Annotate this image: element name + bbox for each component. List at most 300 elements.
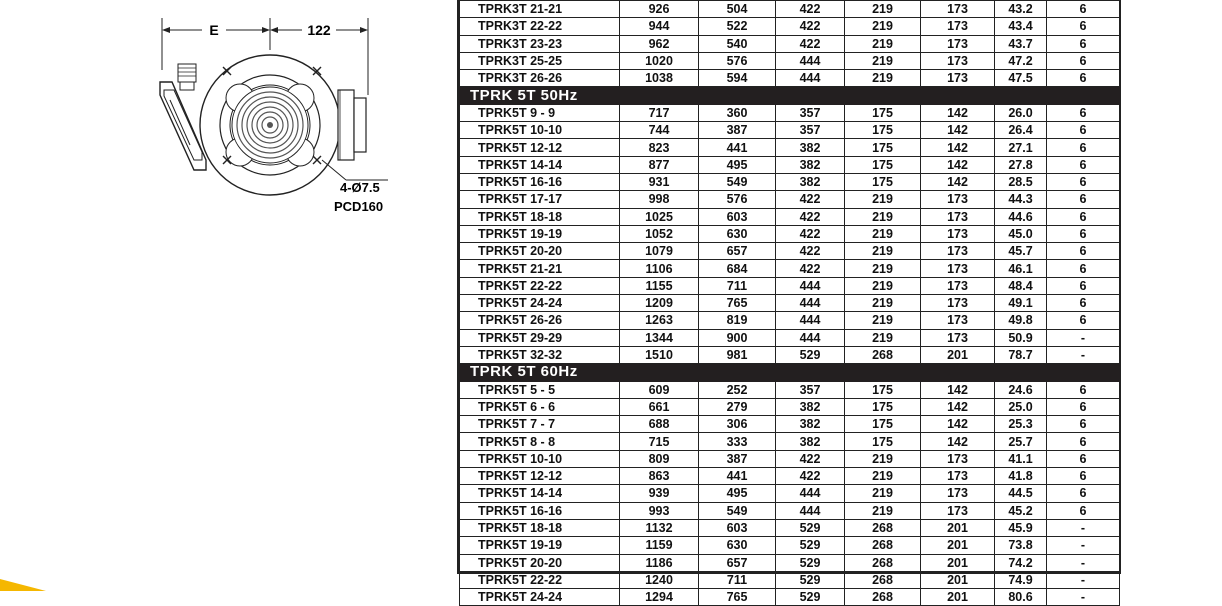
value-cell: 422 [776,243,845,260]
value-cell: 1344 [620,329,699,346]
value-cell: 219 [845,225,921,242]
value-cell: 73.8 [995,537,1047,554]
value-cell: 50.9 [995,329,1047,346]
value-cell: 444 [776,52,845,69]
value-cell: 44.5 [995,485,1047,502]
section-header-row [460,87,1120,104]
model-cell: TPRK5T 10-10 [460,122,620,139]
value-cell: 219 [845,70,921,87]
value-cell: 6 [1047,52,1120,69]
value-cell: 25.3 [995,416,1047,433]
value-cell: 268 [845,537,921,554]
value-cell: 47.2 [995,52,1047,69]
value-cell: 6 [1047,225,1120,242]
table-row [460,312,1120,329]
value-cell: 173 [921,70,995,87]
table-row [460,139,1120,156]
value-cell: 444 [776,277,845,294]
value-cell: 609 [620,381,699,398]
table-row [460,52,1120,69]
value-cell: 44.3 [995,191,1047,208]
value-cell: 219 [845,243,921,260]
section-title: TPRK 5T 50Hz [460,87,1120,104]
value-cell: 529 [776,554,845,571]
model-cell: TPRK5T 22-22 [460,277,620,294]
value-cell: 279 [699,398,776,415]
value-cell: 173 [921,312,995,329]
value-cell: 823 [620,139,699,156]
value-cell: 1155 [620,277,699,294]
value-cell: 441 [699,468,776,485]
model-cell: TPRK3T 21-21 [460,1,620,18]
model-cell: TPRK5T 20-20 [460,243,620,260]
value-cell: 175 [845,139,921,156]
value-cell: 175 [845,122,921,139]
value-cell: - [1047,519,1120,536]
value-cell: 175 [845,173,921,190]
table-row [460,243,1120,260]
dimension-122-label: 122 [307,22,331,38]
value-cell: 6 [1047,122,1120,139]
value-cell: 6 [1047,277,1120,294]
value-cell: 422 [776,1,845,18]
value-cell: 6 [1047,1,1120,18]
value-cell: 142 [921,104,995,121]
table-row [460,589,1120,606]
value-cell: 173 [921,35,995,52]
value-cell: 6 [1047,70,1120,87]
value-cell: 173 [921,208,995,225]
value-cell: 6 [1047,295,1120,312]
model-cell: TPRK5T 16-16 [460,173,620,190]
dimension-e-label: E [209,22,219,38]
table-row [460,416,1120,433]
value-cell: 306 [699,416,776,433]
pump-drawing-svg [150,10,410,220]
value-cell: 142 [921,122,995,139]
value-cell: 268 [845,346,921,363]
model-cell: TPRK5T 26-26 [460,312,620,329]
model-cell: TPRK5T 5 - 5 [460,381,620,398]
value-cell: 219 [845,312,921,329]
value-cell: 74.9 [995,571,1047,588]
value-cell: 357 [776,104,845,121]
table-row [460,104,1120,121]
value-cell: 422 [776,468,845,485]
value-cell: - [1047,346,1120,363]
value-cell: 529 [776,589,845,606]
value-cell: 6 [1047,485,1120,502]
value-cell: 268 [845,571,921,588]
value-cell: 382 [776,398,845,415]
value-cell: 711 [699,571,776,588]
value-cell: 175 [845,156,921,173]
value-cell: 44.6 [995,208,1047,225]
value-cell: 630 [699,537,776,554]
table-row [460,191,1120,208]
model-cell: TPRK5T 21-21 [460,260,620,277]
model-cell: TPRK5T 10-10 [460,450,620,467]
model-cell: TPRK5T 6 - 6 [460,398,620,415]
value-cell: 25.0 [995,398,1047,415]
table-row [460,398,1120,415]
value-cell: 48.4 [995,277,1047,294]
model-cell: TPRK3T 26-26 [460,70,620,87]
value-cell: 268 [845,554,921,571]
value-cell: 6 [1047,450,1120,467]
model-cell: TPRK5T 20-20 [460,554,620,571]
spec-table-grid [459,0,1120,606]
model-cell: TPRK5T 17-17 [460,191,620,208]
value-cell: 422 [776,35,845,52]
value-cell: 47.5 [995,70,1047,87]
value-cell: 142 [921,156,995,173]
value-cell: 27.8 [995,156,1047,173]
value-cell: 657 [699,554,776,571]
value-cell: 382 [776,416,845,433]
value-cell: 78.7 [995,346,1047,363]
table-row [460,450,1120,467]
value-cell: 422 [776,191,845,208]
value-cell: 688 [620,416,699,433]
value-cell: 142 [921,433,995,450]
value-cell: 382 [776,433,845,450]
model-cell: TPRK3T 25-25 [460,52,620,69]
value-cell: 173 [921,18,995,35]
value-cell: 1263 [620,312,699,329]
value-cell: 529 [776,346,845,363]
value-cell: 6 [1047,398,1120,415]
model-cell: TPRK5T 9 - 9 [460,104,620,121]
table-row [460,277,1120,294]
value-cell: 926 [620,1,699,18]
value-cell: - [1047,329,1120,346]
table-row [460,485,1120,502]
section-title: TPRK 5T 60Hz [460,364,1120,381]
value-cell: 173 [921,243,995,260]
value-cell: 201 [921,519,995,536]
value-cell: 1025 [620,208,699,225]
value-cell: 715 [620,433,699,450]
pcd-label: PCD160 [334,199,384,214]
value-cell: 630 [699,225,776,242]
value-cell: 41.1 [995,450,1047,467]
value-cell: 201 [921,346,995,363]
value-cell: 49.8 [995,312,1047,329]
value-cell: 387 [699,122,776,139]
value-cell: 900 [699,329,776,346]
table-row [460,295,1120,312]
value-cell: 175 [845,104,921,121]
value-cell: 46.1 [995,260,1047,277]
value-cell: 360 [699,104,776,121]
value-cell: 1106 [620,260,699,277]
value-cell: 576 [699,52,776,69]
value-cell: 142 [921,416,995,433]
value-cell: 201 [921,537,995,554]
value-cell: 173 [921,295,995,312]
table-row [460,156,1120,173]
value-cell: 1294 [620,589,699,606]
value-cell: 717 [620,104,699,121]
table-row [460,225,1120,242]
value-cell: 1510 [620,346,699,363]
value-cell: 45.2 [995,502,1047,519]
value-cell: 175 [845,416,921,433]
value-cell: 441 [699,139,776,156]
model-cell: TPRK5T 19-19 [460,225,620,242]
value-cell: 173 [921,1,995,18]
value-cell: 175 [845,398,921,415]
value-cell: 495 [699,156,776,173]
value-cell: 333 [699,433,776,450]
value-cell: 6 [1047,243,1120,260]
value-cell: 939 [620,485,699,502]
value-cell: 6 [1047,191,1120,208]
value-cell: 422 [776,18,845,35]
value-cell: 252 [699,381,776,398]
value-cell: 6 [1047,173,1120,190]
value-cell: 998 [620,191,699,208]
model-cell: TPRK3T 23-23 [460,35,620,52]
value-cell: 24.6 [995,381,1047,398]
model-cell: TPRK5T 24-24 [460,589,620,606]
value-cell: 219 [845,260,921,277]
value-cell: 863 [620,468,699,485]
value-cell: 6 [1047,416,1120,433]
table-row [460,519,1120,536]
value-cell: 657 [699,243,776,260]
value-cell: 142 [921,381,995,398]
value-cell: 142 [921,139,995,156]
table-row [460,18,1120,35]
value-cell: 6 [1047,35,1120,52]
value-cell: 1052 [620,225,699,242]
table-row [460,346,1120,363]
value-cell: 175 [845,381,921,398]
value-cell: 201 [921,589,995,606]
value-cell: 45.0 [995,225,1047,242]
model-cell: TPRK5T 14-14 [460,485,620,502]
value-cell: 382 [776,139,845,156]
value-cell: 711 [699,277,776,294]
value-cell: 357 [776,381,845,398]
value-cell: 201 [921,571,995,588]
value-cell: 49.1 [995,295,1047,312]
value-cell: 43.4 [995,18,1047,35]
value-cell: 684 [699,260,776,277]
value-cell: 522 [699,18,776,35]
value-cell: 173 [921,502,995,519]
table-row [460,329,1120,346]
value-cell: 45.7 [995,243,1047,260]
table-row [460,1,1120,18]
model-cell: TPRK5T 12-12 [460,139,620,156]
value-cell: 444 [776,312,845,329]
value-cell: 219 [845,35,921,52]
value-cell: 6 [1047,502,1120,519]
model-cell: TPRK5T 29-29 [460,329,620,346]
value-cell: 173 [921,450,995,467]
value-cell: 41.8 [995,468,1047,485]
value-cell: 173 [921,52,995,69]
value-cell: 219 [845,468,921,485]
value-cell: 576 [699,191,776,208]
value-cell: - [1047,537,1120,554]
value-cell: 6 [1047,468,1120,485]
value-cell: 219 [845,208,921,225]
table-row [460,433,1120,450]
value-cell: 594 [699,70,776,87]
value-cell: 944 [620,18,699,35]
table-row [460,554,1120,571]
model-cell: TPRK5T 8 - 8 [460,433,620,450]
table-row [460,571,1120,588]
value-cell: 219 [845,1,921,18]
value-cell: 142 [921,173,995,190]
model-cell: TPRK5T 16-16 [460,502,620,519]
value-cell: 765 [699,589,776,606]
table-row [460,260,1120,277]
pump-spec-table [457,0,1121,605]
value-cell: 1186 [620,554,699,571]
value-cell: 504 [699,1,776,18]
value-cell: 27.1 [995,139,1047,156]
model-cell: TPRK5T 18-18 [460,519,620,536]
table-row [460,122,1120,139]
model-cell: TPRK5T 14-14 [460,156,620,173]
value-cell: 1132 [620,519,699,536]
value-cell: 26.4 [995,122,1047,139]
table-row [460,468,1120,485]
value-cell: 1209 [620,295,699,312]
value-cell: 74.2 [995,554,1047,571]
brand-accent-shape [0,573,50,591]
value-cell: 809 [620,450,699,467]
value-cell: 6 [1047,312,1120,329]
table-row [460,70,1120,87]
value-cell: 357 [776,122,845,139]
value-cell: 173 [921,225,995,242]
value-cell: 1159 [620,537,699,554]
value-cell: 495 [699,485,776,502]
value-cell: 219 [845,485,921,502]
value-cell: 603 [699,519,776,536]
value-cell: 6 [1047,156,1120,173]
value-cell: 529 [776,571,845,588]
value-cell: 219 [845,52,921,69]
value-cell: 1240 [620,571,699,588]
value-cell: 43.2 [995,1,1047,18]
value-cell: 45.9 [995,519,1047,536]
value-cell: 931 [620,173,699,190]
value-cell: 219 [845,191,921,208]
value-cell: 43.7 [995,35,1047,52]
value-cell: 422 [776,225,845,242]
value-cell: 382 [776,156,845,173]
value-cell: 173 [921,485,995,502]
value-cell: 819 [699,312,776,329]
value-cell: 422 [776,450,845,467]
value-cell: 744 [620,122,699,139]
value-cell: 661 [620,398,699,415]
value-cell: - [1047,589,1120,606]
value-cell: 422 [776,208,845,225]
value-cell: 444 [776,329,845,346]
value-cell: 219 [845,329,921,346]
value-cell: 142 [921,398,995,415]
value-cell: 173 [921,468,995,485]
value-cell: 201 [921,554,995,571]
value-cell: 993 [620,502,699,519]
value-cell: 1020 [620,52,699,69]
value-cell: 173 [921,329,995,346]
value-cell: 549 [699,502,776,519]
value-cell: 6 [1047,208,1120,225]
table-row [460,35,1120,52]
value-cell: 444 [776,502,845,519]
table-row [460,537,1120,554]
value-cell: 962 [620,35,699,52]
value-cell: 382 [776,173,845,190]
value-cell: 219 [845,295,921,312]
value-cell: 603 [699,208,776,225]
value-cell: 219 [845,502,921,519]
value-cell: 444 [776,295,845,312]
model-cell: TPRK5T 32-32 [460,346,620,363]
value-cell: 6 [1047,260,1120,277]
value-cell: 268 [845,589,921,606]
value-cell: 549 [699,173,776,190]
value-cell: 219 [845,18,921,35]
value-cell: 444 [776,485,845,502]
bolt-hole-label: 4-Ø7.5 [340,180,380,195]
table-row [460,381,1120,398]
value-cell: 444 [776,70,845,87]
value-cell: 219 [845,450,921,467]
value-cell: 175 [845,433,921,450]
value-cell: 173 [921,277,995,294]
value-cell: 25.7 [995,433,1047,450]
value-cell: 6 [1047,139,1120,156]
value-cell: 540 [699,35,776,52]
value-cell: 80.6 [995,589,1047,606]
value-cell: 173 [921,191,995,208]
model-cell: TPRK5T 18-18 [460,208,620,225]
value-cell: - [1047,554,1120,571]
value-cell: 6 [1047,18,1120,35]
model-cell: TPRK5T 22-22 [460,571,620,588]
value-cell: 26.0 [995,104,1047,121]
value-cell: 173 [921,260,995,277]
value-cell: 1038 [620,70,699,87]
model-cell: TPRK5T 12-12 [460,468,620,485]
model-cell: TPRK3T 22-22 [460,18,620,35]
value-cell: 387 [699,450,776,467]
table-row [460,502,1120,519]
value-cell: 28.5 [995,173,1047,190]
value-cell: 1079 [620,243,699,260]
value-cell: 422 [776,260,845,277]
model-cell: TPRK5T 7 - 7 [460,416,620,433]
table-row [460,173,1120,190]
value-cell: 529 [776,519,845,536]
value-cell: 981 [699,346,776,363]
value-cell: 6 [1047,433,1120,450]
value-cell: 6 [1047,104,1120,121]
value-cell: 268 [845,519,921,536]
value-cell: 529 [776,537,845,554]
